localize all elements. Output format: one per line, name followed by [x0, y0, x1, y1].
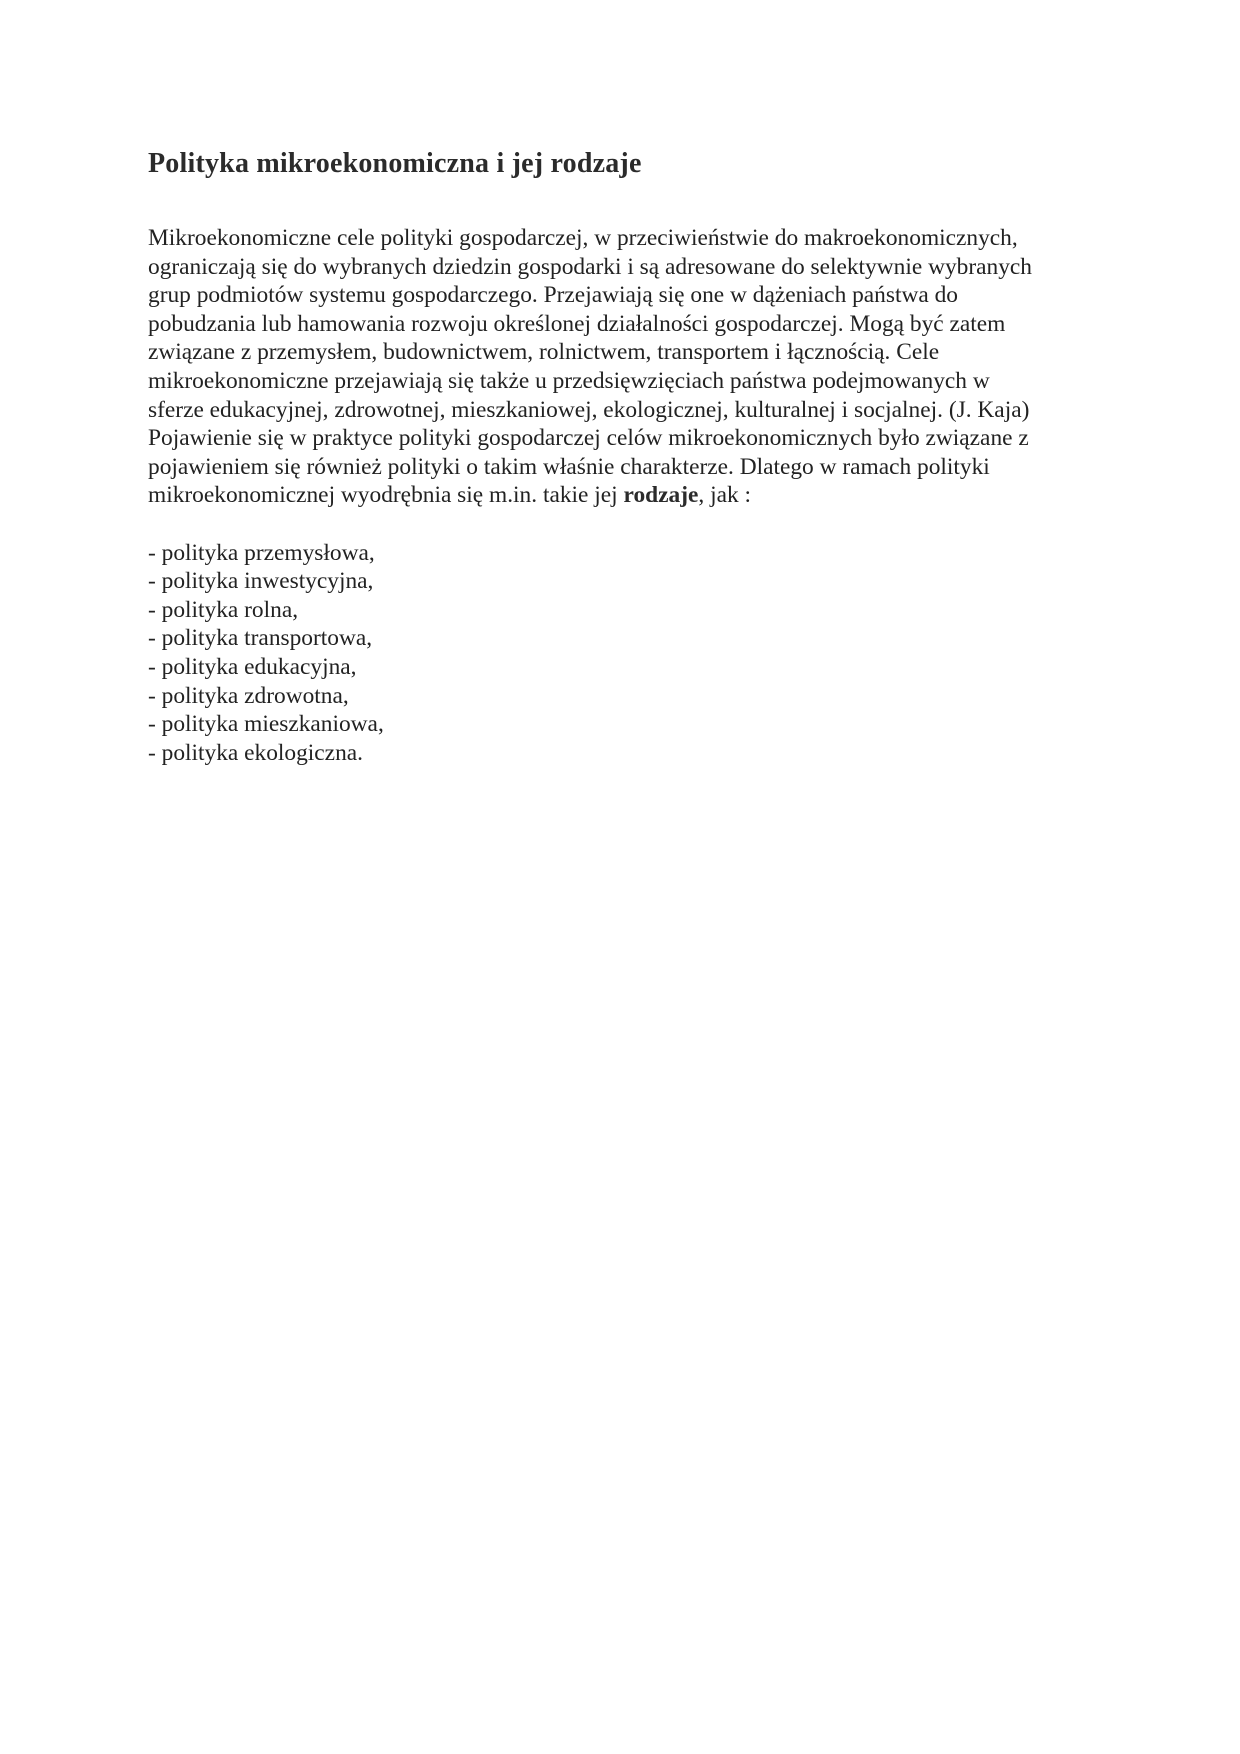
list-item: - polityka edukacyjna, [148, 653, 357, 680]
list-item: - polityka inwestycyjna, [148, 568, 374, 595]
paragraph-line: Pojawienie się w praktyce polityki gospodarczej celów mikroekonomicznych było związane z [148, 425, 1029, 452]
list-item: - polityka transportowa, [148, 625, 373, 652]
list-item: - polityka rolna, [148, 596, 299, 623]
paragraph-line: mikroekonomiczne przejawiają się także u przedsięwzięciach państwa podejmowanych w [148, 367, 990, 394]
paragraph-line: pobudzania lub hamowania rozwoju określonej działalności gospodarczej. Mogą być zatem [148, 310, 1006, 337]
paragraph-last-line [148, 481, 1098, 510]
body-paragraph [148, 224, 1098, 510]
paragraph-line: grup podmiotów systemu gospodarczego. Przejawiają się one w dążeniach państwa do [148, 282, 958, 309]
document-content [148, 146, 1098, 767]
list-item: - polityka ekologiczna. [148, 739, 363, 766]
paragraph-line: sferze edukacyjnej, zdrowotnej, mieszkaniowej, ekologicznej, kulturalnej i socjalnej. (J. Kaja) [148, 396, 1030, 423]
paragraph-line: ograniczają się do wybranych dziedzin gospodarki i są adresowane do selektywnie wybranych [148, 253, 1032, 280]
list-item: - polityka zdrowotna, [148, 682, 349, 709]
document-title: Polityka mikroekonomiczna i jej rodzaje [148, 148, 642, 179]
last-line-text: mikroekonomicznej wyodrębnia się m.in. takie jej [148, 482, 624, 509]
list-item: - polityka mieszkaniowa, [148, 711, 384, 738]
policy-types-list [148, 539, 1098, 768]
last-line-ending: , jak : [698, 482, 752, 509]
paragraph-line: związane z przemysłem, budownictwem, rolnictwem, transportem i łącznością. Cele [148, 339, 940, 366]
bold-keyword-rodzaje: rodzaje [623, 482, 699, 509]
paragraph-line: Mikroekonomiczne cele polityki gospodarczej, w przeciwieństwie do makroekonomicznych, [148, 225, 1018, 251]
list-item: - polityka przemysłowa, [148, 539, 375, 566]
paragraph-line: pojawieniem się również polityki o takim właśnie charakterze. Dlatego w ramach polityki [148, 453, 990, 480]
